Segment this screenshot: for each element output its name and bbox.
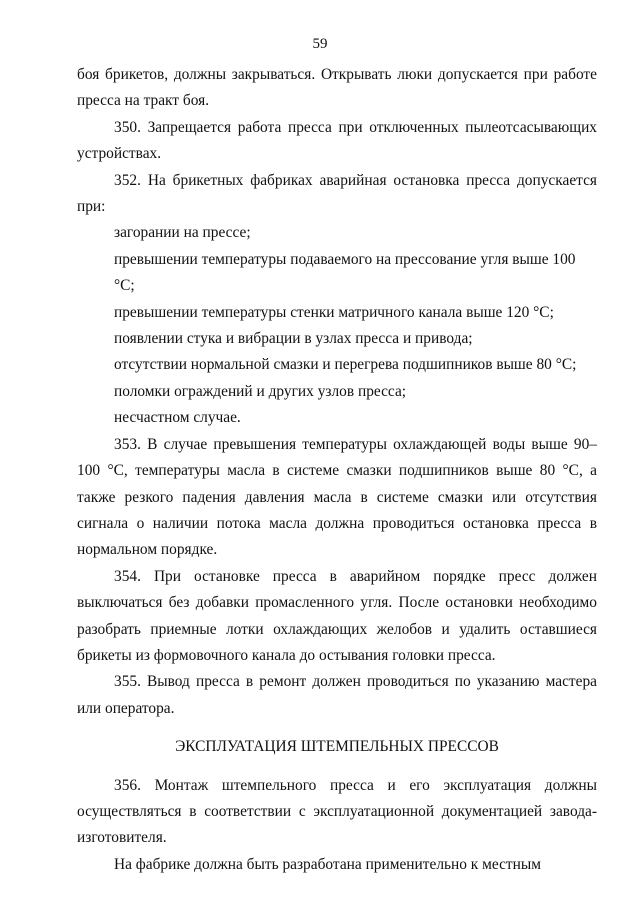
list-item: загорании на прессе; [114,224,251,242]
paragraph-356-continued: На фабрике должна быть разработана применительно к местным [114,855,541,873]
document-body [77,62,597,878]
paragraph-350: 350. Запрещается работа пресса при отключенных пылеотсасывающих устройствах. [77,118,597,163]
paragraph-353: 353. В случае превышения температуры охлаждающей воды выше 90–100 °С, температуры масла в системе смазки подшипников выше 80 °С, а также резкого падения давления масла в системе смазки или отсутствия сигнала о наличии потока масла должна проводиться остановка пресса в нормальном порядке. [77,435,597,559]
list-item: отсутствии нормальной смазки и перегрева подшипников выше 80 °С; [114,356,577,374]
section-heading: ЭКСПЛУАТАЦИЯ ШТЕМПЕЛЬНЫХ ПРЕССОВ [175,738,499,756]
paragraph-356: 356. Монтаж штемпельного пресса и его эксплуатация должны осуществляться в соответствии с эксплуатационной документацией завода-изготовителя. [77,776,597,847]
list-item: несчастном случае. [114,409,241,427]
paragraph-continuation: боя брикетов, должны закрываться. Открывать люки допускается при работе пресса на тракт боя. [77,66,597,110]
list-item: превышении температуры стенки матричного канала выше 120 °С; [114,303,554,321]
paragraph-352: 352. На брикетных фабриках аварийная остановка пресса допускается при: [77,171,597,216]
paragraph-355: 355. Вывод пресса в ремонт должен проводиться по указанию мастера или оператора. [77,673,597,717]
list-item: превышении температуры подаваемого на прессование угля выше 100 °С; [114,250,576,295]
list-item: появлении стука и вибрации в узлах пресса и привода; [114,330,473,348]
paragraph-354: 354. При остановке пресса в аварийном порядке пресс должен выключаться без добавки промасленного угля. После остановки необходимо разобрать приемные лотки охлаждающих желобов и удалить оставшиеся брикеты из формовочного канала до остывания головки пресса. [77,567,597,664]
page-number: 59 [312,36,328,52]
list-item: поломки ограждений и других узлов пресса; [114,382,407,400]
